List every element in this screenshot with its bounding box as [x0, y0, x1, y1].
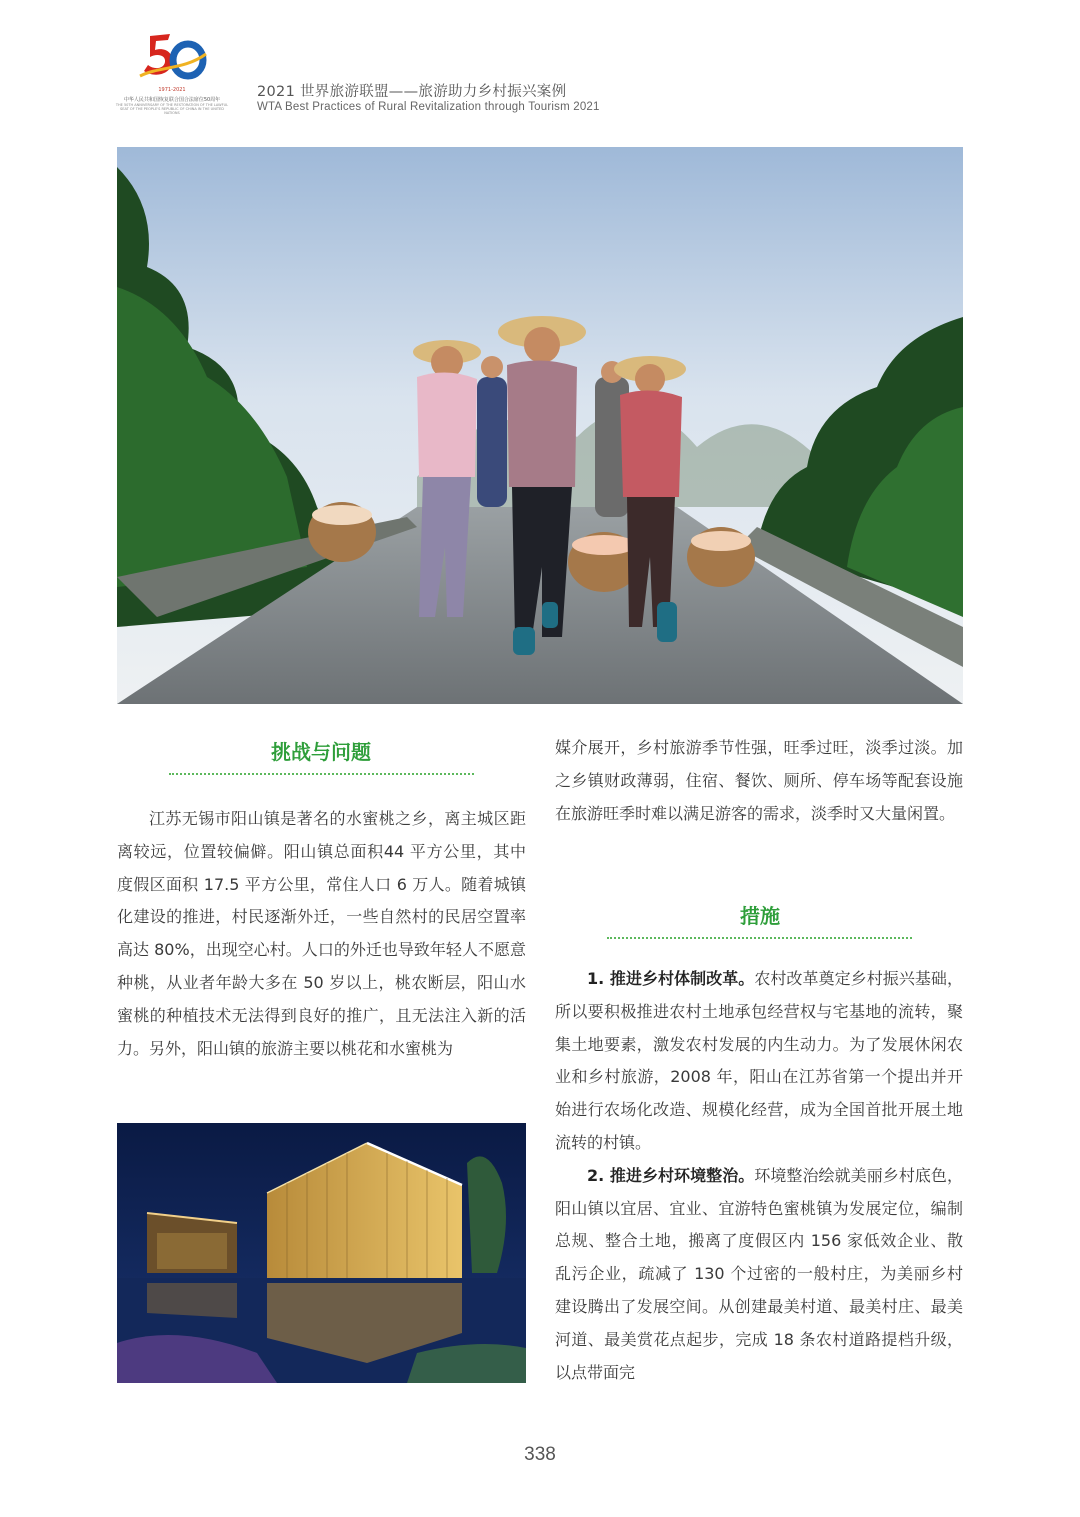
- anniversary-logo: [112, 30, 232, 114]
- measure-item: [555, 1160, 963, 1390]
- heading-divider: [607, 937, 912, 939]
- header-title-en: WTA Best Practices of Rural Revitalization through Tourism 2021: [257, 101, 600, 113]
- heading-divider: [169, 773, 474, 775]
- fifty-logo-icon: [136, 30, 208, 86]
- measure-item-text: 农村改革奠定乡村振兴基础，所以要积极推进农村土地承包经营权与宅基地的流转，聚集土地要素，激发农村发展的内生动力。为了发展休闲农业和乡村旅游，2008 年，阳山在江苏省第一个提出并开始进行农场化改造、规模化经营，成为全国首批开展土地流转的村镇。: [555, 969, 963, 1152]
- challenges-body: [117, 803, 526, 1065]
- challenges-paragraph: 江苏无锡市阳山镇是著名的水蜜桃之乡，离主城区距离较远，位置较偏僻。阳山镇总面积44 平方公里，其中度假区面积 17.5 平方公里，常住人口 6 万人。随着城镇化建设的推进，村民逐渐外迁，一些自然村的民居空置率高达 80%，出现空心村。人口的外迁也导致年轻人不愿意种桃，从业者年龄大多在 50 岁以上，桃农断层，阳山水蜜桃的种植技术无法得到良好的推广，且无法注入新的活力。另外，阳山镇的旅游主要以桃花和水蜜桃为: [117, 809, 526, 1058]
- header-title-cn: 2021 世界旅游联盟——旅游助力乡村振兴案例: [257, 84, 567, 100]
- logo-caption-en: THE 50TH ANNIVERSARY OF THE RESTORATION OF THE LAWFUL SEAT OF THE PEOPLE'S REPUBLIC OF CHINA IN THE UNITED NATIONS: [115, 103, 229, 115]
- logo-caption-cn: 中华人民共和国恢复联合国合法席位50周年: [123, 97, 221, 103]
- page-number: 338: [524, 1444, 556, 1465]
- measure-item: [555, 963, 963, 1160]
- peach-farmers-photo: [117, 147, 963, 704]
- challenges-continuation: [555, 732, 963, 830]
- measures-body: [555, 963, 963, 1389]
- challenges-continuation-paragraph: 媒介展开，乡村旅游季节性强，旺季过旺，淡季过淡。加之乡镇财政薄弱，住宿、餐饮、厕所、停车场等配套设施在旅游旺季时难以满足游客的需求，淡季时又大量闲置。: [555, 738, 963, 823]
- measure-item-text: 环境整治绘就美丽乡村底色，阳山镇以宜居、宜业、宜游特色蜜桃镇为发展定位，编制总规、整合土地，搬离了度假区内 156 家低效企业、散乱污企业，疏减了 130 个过密的一般村庄，为美丽乡村建设腾出了发展空间。从创建最美村道、最美村庄、最美河道、最美赏花点起步，完成 18 条农村道路提档升级，以点带面完: [555, 1165, 963, 1382]
- section-heading-measures: 措施: [740, 904, 780, 928]
- section-heading-challenges: 挑战与问题: [271, 740, 371, 764]
- measure-item-title: 1. 推进乡村体制改革。: [587, 969, 755, 988]
- logo-years: 1971-2021: [158, 87, 186, 93]
- night-building-photo: [117, 1123, 526, 1383]
- measure-item-title: 2. 推进乡村环境整治。: [587, 1165, 755, 1185]
